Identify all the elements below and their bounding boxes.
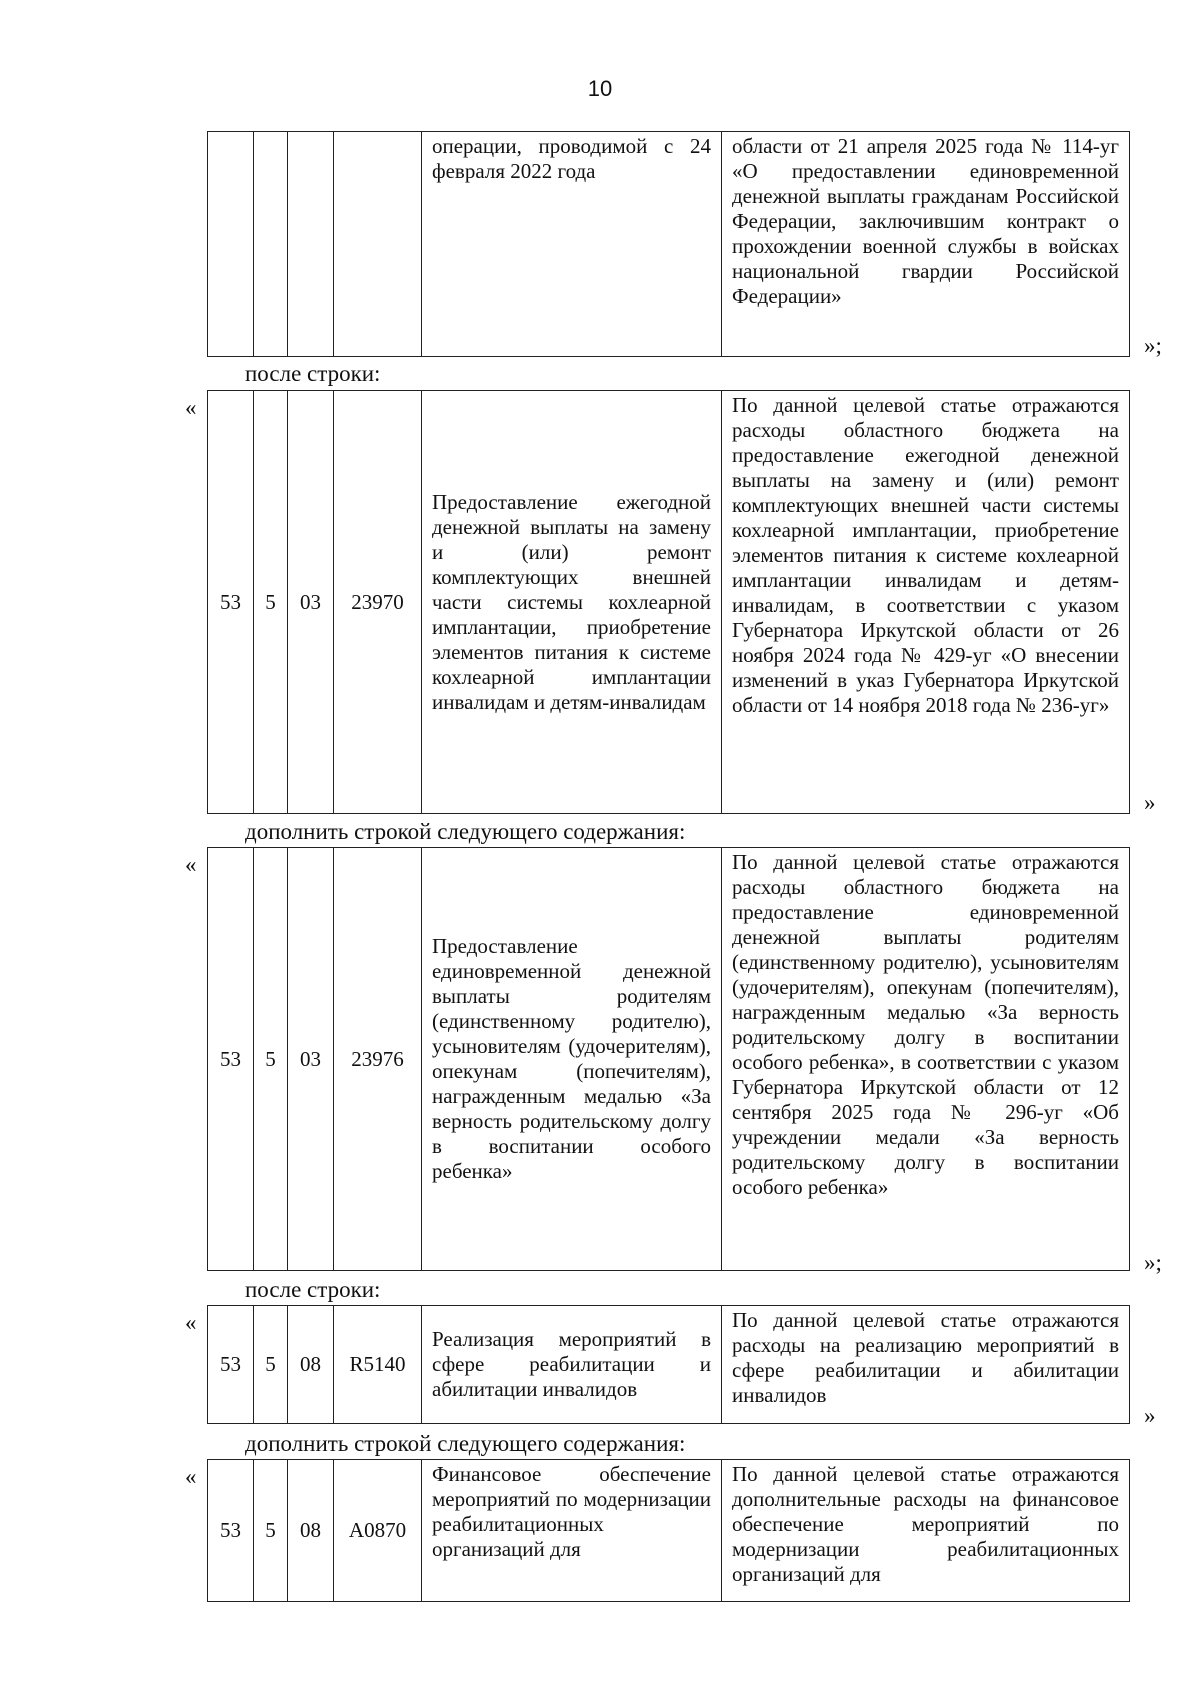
opening-quote: «: [185, 1310, 197, 1335]
cell-code-4: [334, 132, 422, 357]
cell-name: Реализация мероприятий в сфере реабилитации и абилитации инвалидов: [422, 1306, 722, 1424]
cell-description: По данной целевой статье отражаются расходы областного бюджета на предоставление ежегодной денежной выплаты на замену и (или) ремонт комплектующих внешней части системы кохлеарной имплантации, приобретение элементов питания к системе кохлеарной имплантации инвалидам и детям-инвалидам, в соответствии с указом Губернатора Иркутской области от 26 ноября 2024 года № 429-уг «О внесении изменений в указ Губернатора Иркутской области от 14 ноября 2018 года № 236-уг»: [722, 391, 1130, 814]
cell-code-2: 5: [254, 1460, 288, 1602]
cell-code-1: 53: [208, 848, 254, 1271]
cell-name: операции, проводимой с 24 февраля 2022 года: [422, 132, 722, 357]
closing-quote: »;: [1144, 333, 1162, 358]
cell-code-4: А0870: [334, 1460, 422, 1602]
caption-after-row: после строки:: [245, 361, 381, 386]
cell-name: Предоставление единовременной денежной выплаты родителям (единственному родителю), усыновителям (удочерителям), опекунам (попечителям), награжденным медалью «За верность родительскому долгу в воспитании особого ребенка»: [422, 848, 722, 1271]
opening-quote: «: [185, 1464, 197, 1489]
cell-code-3: 08: [288, 1460, 334, 1602]
cell-code-1: 53: [208, 1460, 254, 1602]
cell-name: Финансовое обеспечение мероприятий по модернизации реабилитационных организаций для: [422, 1460, 722, 1602]
opening-quote: «: [185, 395, 197, 420]
cell-code-4: R5140: [334, 1306, 422, 1424]
caption-after-row: после строки:: [245, 1277, 381, 1302]
cell-code-3: 08: [288, 1306, 334, 1424]
cell-description: По данной целевой статье отражаются расходы областного бюджета на предоставление единовременной денежной выплаты родителям (единственному родителю), усыновителям (удочерителям), опекунам (попечителям), награжденным медалью «За верность родительскому долгу в воспитании особого ребенка», в соответствии с указом Губернатора Иркутской области от 12 сентября 2025 года № 296-уг «Об учреждении медали «За верность родительскому долгу в воспитании особого ребенка»: [722, 848, 1130, 1271]
cell-code-3: [288, 132, 334, 357]
cell-code-4: 23976: [334, 848, 422, 1271]
cell-code-1: 53: [208, 1306, 254, 1424]
opening-quote: «: [185, 852, 197, 877]
cell-code-4: 23970: [334, 391, 422, 814]
page-number: 10: [587, 76, 613, 101]
table-row: [208, 391, 1130, 814]
cell-description: По данной целевой статье отражаются дополнительные расходы на финансовое обеспечение мероприятий по модернизации реабилитационных организаций для: [722, 1460, 1130, 1602]
closing-quote: »: [1144, 1403, 1156, 1428]
table-row: [208, 848, 1130, 1271]
caption-add-row: дополнить строкой следующего содержания:: [245, 1431, 686, 1456]
cell-code-2: 5: [254, 1306, 288, 1424]
cell-code-2: 5: [254, 848, 288, 1271]
caption-add-row: дополнить строкой следующего содержания:: [245, 819, 686, 844]
table-row: [208, 1460, 1130, 1602]
cell-code-2: 5: [254, 391, 288, 814]
cell-code-3: 03: [288, 848, 334, 1271]
table-row: [208, 132, 1130, 357]
cell-description: По данной целевой статье отражаются расходы на реализацию мероприятий в сфере реабилитации и абилитации инвалидов: [722, 1306, 1130, 1424]
closing-quote: »;: [1144, 1250, 1162, 1275]
table-row: [208, 1306, 1130, 1424]
table-block-R5140: [207, 1305, 1130, 1424]
cell-description: области от 21 апреля 2025 года № 114-уг «О предоставлении единовременной денежной выплаты гражданам Российской Федерации, заключившим контракт о прохождении военной службы в войсках национальной гвардии Российской Федерации»: [722, 132, 1130, 357]
table-block-23976: [207, 847, 1130, 1271]
table-block-continuation: [207, 131, 1130, 357]
cell-name: Предоставление ежегодной денежной выплаты на замену и (или) ремонт комплектующих внешней части системы кохлеарной имплантации, приобретение элементов питания к системе кохлеарной имплантации инвалидам и детям-инвалидам: [422, 391, 722, 814]
cell-code-1: 53: [208, 391, 254, 814]
closing-quote: »: [1144, 790, 1156, 815]
table-block-23970: [207, 390, 1130, 814]
table-block-A0870: [207, 1459, 1130, 1602]
cell-code-3: 03: [288, 391, 334, 814]
cell-code-1: [208, 132, 254, 357]
cell-code-2: [254, 132, 288, 357]
